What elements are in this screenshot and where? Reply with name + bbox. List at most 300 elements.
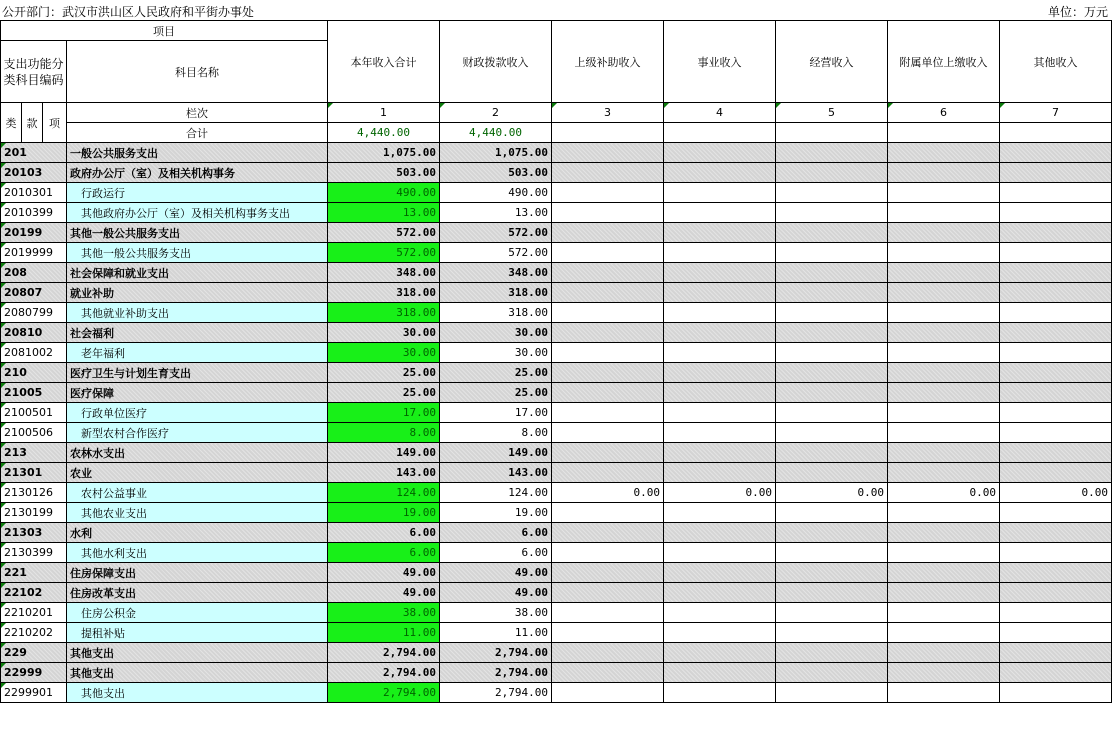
row-code[interactable]: 20199: [1, 223, 67, 243]
row-fiscal-income[interactable]: 13.00: [440, 203, 552, 223]
row-col-6[interactable]: [888, 283, 1000, 303]
row-total-income[interactable]: 8.00: [328, 423, 440, 443]
row-col-5[interactable]: [776, 263, 888, 283]
row-fiscal-income[interactable]: 2,794.00: [440, 683, 552, 703]
row-col-7[interactable]: [1000, 423, 1112, 443]
row-fiscal-income[interactable]: 19.00: [440, 503, 552, 523]
row-col-3[interactable]: [552, 543, 664, 563]
row-fiscal-income[interactable]: 318.00: [440, 303, 552, 323]
row-col-3[interactable]: [552, 503, 664, 523]
row-col-6[interactable]: [888, 263, 1000, 283]
table-row: [1, 523, 1112, 543]
col-header-total-income: 本年收入合计: [328, 21, 440, 103]
row-code[interactable]: 2081002: [1, 343, 67, 363]
row-name[interactable]: 农村公益事业: [67, 483, 328, 503]
row-col-3[interactable]: [552, 623, 664, 643]
row-code[interactable]: 2210201: [1, 603, 67, 623]
row-code[interactable]: 2010399: [1, 203, 67, 223]
row-col-6[interactable]: [888, 183, 1000, 203]
row-fiscal-income[interactable]: 25.00: [440, 363, 552, 383]
row-col-3[interactable]: 0.00: [552, 483, 664, 503]
row-col-6[interactable]: [888, 503, 1000, 523]
row-fiscal-income[interactable]: 348.00: [440, 263, 552, 283]
row-col-6[interactable]: 0.00: [888, 483, 1000, 503]
row-name[interactable]: 医疗卫生与计划生育支出: [67, 363, 328, 383]
row-col-4[interactable]: [664, 323, 776, 343]
row-col-5[interactable]: [776, 343, 888, 363]
row-code[interactable]: 2010301: [1, 183, 67, 203]
table-row: [1, 263, 1112, 283]
row-name[interactable]: 行政单位医疗: [67, 403, 328, 423]
row-col-7[interactable]: [1000, 583, 1112, 603]
row-col-4[interactable]: [664, 163, 776, 183]
row-col-3[interactable]: [552, 443, 664, 463]
table-row: [1, 603, 1112, 623]
row-col-4[interactable]: [664, 563, 776, 583]
row-col-7[interactable]: [1000, 503, 1112, 523]
total-c3[interactable]: [552, 123, 664, 143]
row-col-3[interactable]: [552, 243, 664, 263]
row-fiscal-income[interactable]: 25.00: [440, 383, 552, 403]
row-total-income[interactable]: 2,794.00: [328, 683, 440, 703]
row-col-3[interactable]: [552, 563, 664, 583]
row-col-4[interactable]: [664, 423, 776, 443]
row-fiscal-income[interactable]: 149.00: [440, 443, 552, 463]
row-col-5[interactable]: [776, 383, 888, 403]
row-col-4[interactable]: [664, 543, 776, 563]
col-number-2: 2: [440, 103, 552, 123]
row-total-income[interactable]: 318.00: [328, 283, 440, 303]
row-code[interactable]: 2019999: [1, 243, 67, 263]
table-row: [1, 463, 1112, 483]
row-name[interactable]: 住房改革支出: [67, 583, 328, 603]
row-col-6[interactable]: [888, 403, 1000, 423]
row-col-6[interactable]: [888, 583, 1000, 603]
row-col-5[interactable]: [776, 603, 888, 623]
total-row: [1, 123, 1112, 143]
row-name[interactable]: 其他支出: [67, 683, 328, 703]
row-col-3[interactable]: [552, 363, 664, 383]
row-col-4[interactable]: [664, 363, 776, 383]
row-code[interactable]: 201: [1, 143, 67, 163]
row-name[interactable]: 医疗保障: [67, 383, 328, 403]
row-col-4[interactable]: [664, 523, 776, 543]
row-col-3[interactable]: [552, 463, 664, 483]
total-c2[interactable]: 4,440.00: [440, 123, 552, 143]
row-col-3[interactable]: [552, 423, 664, 443]
row-col-6[interactable]: [888, 563, 1000, 583]
row-fiscal-income[interactable]: 572.00: [440, 243, 552, 263]
row-col-6[interactable]: [888, 683, 1000, 703]
row-col-4[interactable]: [664, 403, 776, 423]
row-col-4[interactable]: [664, 303, 776, 323]
row-code[interactable]: 2299901: [1, 683, 67, 703]
row-col-4[interactable]: [664, 583, 776, 603]
row-col-7[interactable]: [1000, 203, 1112, 223]
row-col-4[interactable]: [664, 603, 776, 623]
table-row: [1, 403, 1112, 423]
table-row: [1, 643, 1112, 663]
row-col-4[interactable]: [664, 203, 776, 223]
total-c7[interactable]: [1000, 123, 1112, 143]
row-col-5[interactable]: [776, 243, 888, 263]
row-total-income[interactable]: 30.00: [328, 343, 440, 363]
col-header-affiliate-income: 附属单位上缴收入: [888, 21, 1000, 103]
row-col-4[interactable]: [664, 243, 776, 263]
row-total-income[interactable]: 149.00: [328, 443, 440, 463]
row-col-7[interactable]: [1000, 323, 1112, 343]
row-total-income[interactable]: 124.00: [328, 483, 440, 503]
table-row: [1, 683, 1112, 703]
row-col-7[interactable]: [1000, 383, 1112, 403]
row-col-6[interactable]: [888, 223, 1000, 243]
row-col-3[interactable]: [552, 323, 664, 343]
row-col-4[interactable]: [664, 643, 776, 663]
row-code[interactable]: 229: [1, 643, 67, 663]
row-col-7[interactable]: [1000, 263, 1112, 283]
row-col-4[interactable]: [664, 283, 776, 303]
row-total-income[interactable]: 13.00: [328, 203, 440, 223]
row-col-7[interactable]: [1000, 163, 1112, 183]
row-code[interactable]: 20103: [1, 163, 67, 183]
row-col-7[interactable]: [1000, 543, 1112, 563]
row-code[interactable]: 2130199: [1, 503, 67, 523]
lanci-header: 栏次: [67, 103, 328, 123]
row-col-3[interactable]: [552, 603, 664, 623]
row-fiscal-income[interactable]: 49.00: [440, 583, 552, 603]
row-col-7[interactable]: [1000, 403, 1112, 423]
row-col-5[interactable]: [776, 363, 888, 383]
row-col-3[interactable]: [552, 523, 664, 543]
total-label: 合计: [67, 123, 328, 143]
row-col-6[interactable]: [888, 543, 1000, 563]
row-col-7[interactable]: [1000, 183, 1112, 203]
row-code[interactable]: 2210202: [1, 623, 67, 643]
row-fiscal-income[interactable]: 6.00: [440, 523, 552, 543]
row-fiscal-income[interactable]: 143.00: [440, 463, 552, 483]
row-col-6[interactable]: [888, 323, 1000, 343]
row-name[interactable]: 其他农业支出: [67, 503, 328, 523]
department-label: 公开部门：武汉市洪山区人民政府和平街办事处: [2, 5, 255, 19]
row-name[interactable]: 农林水支出: [67, 443, 328, 463]
row-name[interactable]: 社会保障和就业支出: [67, 263, 328, 283]
row-total-income[interactable]: 572.00: [328, 223, 440, 243]
row-col-5[interactable]: [776, 403, 888, 423]
table-row: [1, 583, 1112, 603]
row-name[interactable]: 一般公共服务支出: [67, 143, 328, 163]
row-col-7[interactable]: [1000, 223, 1112, 243]
col-number-4: 4: [664, 103, 776, 123]
row-col-7[interactable]: [1000, 603, 1112, 623]
row-total-income[interactable]: 6.00: [328, 543, 440, 563]
row-col-6[interactable]: [888, 243, 1000, 263]
row-col-4[interactable]: [664, 343, 776, 363]
table-row: [1, 203, 1112, 223]
report-header: [0, 0, 1112, 20]
col-number-1: 1: [328, 103, 440, 123]
row-col-7[interactable]: [1000, 463, 1112, 483]
row-col-7[interactable]: [1000, 343, 1112, 363]
row-code[interactable]: 221: [1, 563, 67, 583]
table-row: [1, 563, 1112, 583]
row-col-6[interactable]: [888, 163, 1000, 183]
row-name[interactable]: 社会福利: [67, 323, 328, 343]
row-col-4[interactable]: [664, 623, 776, 643]
row-name[interactable]: 住房公积金: [67, 603, 328, 623]
row-col-5[interactable]: [776, 303, 888, 323]
header-row-lanci: [1, 103, 1112, 123]
row-col-4[interactable]: [664, 143, 776, 163]
row-total-income[interactable]: 25.00: [328, 383, 440, 403]
row-col-3[interactable]: [552, 303, 664, 323]
row-col-5[interactable]: [776, 443, 888, 463]
item-header: 项目: [1, 21, 328, 41]
row-code[interactable]: 21303: [1, 523, 67, 543]
row-col-5[interactable]: [776, 143, 888, 163]
row-total-income[interactable]: 25.00: [328, 363, 440, 383]
row-name[interactable]: 住房保障支出: [67, 563, 328, 583]
row-col-5[interactable]: [776, 203, 888, 223]
row-code[interactable]: 21005: [1, 383, 67, 403]
row-total-income[interactable]: 503.00: [328, 163, 440, 183]
unit-label: 单位：万元: [1047, 5, 1108, 19]
col-header-fiscal-income: 财政拨款收入: [440, 21, 552, 103]
row-col-4[interactable]: [664, 223, 776, 243]
row-code[interactable]: 20807: [1, 283, 67, 303]
row-name[interactable]: 其他支出: [67, 663, 328, 683]
row-col-6[interactable]: [888, 423, 1000, 443]
row-total-income[interactable]: 6.00: [328, 523, 440, 543]
row-name[interactable]: 行政运行: [67, 183, 328, 203]
row-col-5[interactable]: [776, 223, 888, 243]
row-col-7[interactable]: [1000, 443, 1112, 463]
table-row: [1, 183, 1112, 203]
row-col-3[interactable]: [552, 643, 664, 663]
row-col-3[interactable]: [552, 583, 664, 603]
row-code[interactable]: 2100506: [1, 423, 67, 443]
row-col-4[interactable]: [664, 383, 776, 403]
row-col-6[interactable]: [888, 303, 1000, 323]
col-header-operating-income: 经营收入: [776, 21, 888, 103]
row-fiscal-income[interactable]: 503.00: [440, 163, 552, 183]
row-code[interactable]: 213: [1, 443, 67, 463]
row-col-5[interactable]: [776, 543, 888, 563]
row-fiscal-income[interactable]: 49.00: [440, 563, 552, 583]
row-col-4[interactable]: [664, 263, 776, 283]
row-col-6[interactable]: [888, 463, 1000, 483]
row-name[interactable]: 其他水利支出: [67, 543, 328, 563]
row-col-7[interactable]: [1000, 283, 1112, 303]
name-header: 科目名称: [67, 41, 328, 103]
row-col-5[interactable]: [776, 423, 888, 443]
row-col-7[interactable]: [1000, 663, 1112, 683]
row-total-income[interactable]: 1,075.00: [328, 143, 440, 163]
table-row: [1, 363, 1112, 383]
row-col-7[interactable]: [1000, 683, 1112, 703]
row-col-4[interactable]: [664, 663, 776, 683]
row-col-3[interactable]: [552, 683, 664, 703]
table-row: [1, 383, 1112, 403]
row-code[interactable]: 2100501: [1, 403, 67, 423]
row-col-5[interactable]: [776, 503, 888, 523]
row-name[interactable]: 其他一般公共服务支出: [67, 223, 328, 243]
kuan-header: 款: [22, 103, 43, 143]
table-row: [1, 323, 1112, 343]
table-row: [1, 163, 1112, 183]
row-code[interactable]: 2130126: [1, 483, 67, 503]
row-col-6[interactable]: [888, 603, 1000, 623]
row-total-income[interactable]: 38.00: [328, 603, 440, 623]
row-fiscal-income[interactable]: 2,794.00: [440, 663, 552, 683]
row-col-5[interactable]: [776, 623, 888, 643]
row-name[interactable]: 水利: [67, 523, 328, 543]
col-number-6: 6: [888, 103, 1000, 123]
row-col-7[interactable]: [1000, 643, 1112, 663]
row-name[interactable]: 老年福利: [67, 343, 328, 363]
row-col-7[interactable]: [1000, 563, 1112, 583]
row-fiscal-income[interactable]: 11.00: [440, 623, 552, 643]
total-c5[interactable]: [776, 123, 888, 143]
row-name[interactable]: 农业: [67, 463, 328, 483]
row-col-5[interactable]: [776, 463, 888, 483]
row-col-5[interactable]: [776, 183, 888, 203]
row-code[interactable]: 22999: [1, 663, 67, 683]
row-col-5[interactable]: [776, 663, 888, 683]
row-name[interactable]: 就业补助: [67, 283, 328, 303]
row-name[interactable]: 其他一般公共服务支出: [67, 243, 328, 263]
row-col-6[interactable]: [888, 643, 1000, 663]
row-total-income[interactable]: 19.00: [328, 503, 440, 523]
col-header-superior-subsidy: 上级补助收入: [552, 21, 664, 103]
row-col-3[interactable]: [552, 183, 664, 203]
row-name[interactable]: 提租补贴: [67, 623, 328, 643]
row-col-7[interactable]: 0.00: [1000, 483, 1112, 503]
total-c1[interactable]: 4,440.00: [328, 123, 440, 143]
row-total-income[interactable]: 49.00: [328, 583, 440, 603]
row-col-5[interactable]: [776, 163, 888, 183]
row-col-4[interactable]: [664, 683, 776, 703]
row-name[interactable]: 其他政府办公厅（室）及相关机构事务支出: [67, 203, 328, 223]
row-total-income[interactable]: 2,794.00: [328, 663, 440, 683]
row-col-6[interactable]: [888, 363, 1000, 383]
row-col-6[interactable]: [888, 383, 1000, 403]
row-col-7[interactable]: [1000, 523, 1112, 543]
row-total-income[interactable]: 348.00: [328, 263, 440, 283]
row-name[interactable]: 其他支出: [67, 643, 328, 663]
row-name[interactable]: 新型农村合作医疗: [67, 423, 328, 443]
row-col-5[interactable]: [776, 683, 888, 703]
row-col-6[interactable]: [888, 623, 1000, 643]
row-col-4[interactable]: [664, 463, 776, 483]
row-col-7[interactable]: [1000, 243, 1112, 263]
row-fiscal-income[interactable]: 318.00: [440, 283, 552, 303]
row-col-6[interactable]: [888, 203, 1000, 223]
row-total-income[interactable]: 143.00: [328, 463, 440, 483]
row-col-7[interactable]: [1000, 143, 1112, 163]
table-row: [1, 423, 1112, 443]
total-c6[interactable]: [888, 123, 1000, 143]
row-col-5[interactable]: [776, 523, 888, 543]
row-total-income[interactable]: 318.00: [328, 303, 440, 323]
row-name[interactable]: 政府办公厅（室）及相关机构事务: [67, 163, 328, 183]
row-col-3[interactable]: [552, 203, 664, 223]
row-fiscal-income[interactable]: 572.00: [440, 223, 552, 243]
lei-header: 类: [1, 103, 22, 143]
row-col-4[interactable]: 0.00: [664, 483, 776, 503]
row-code[interactable]: 210: [1, 363, 67, 383]
row-total-income[interactable]: 572.00: [328, 243, 440, 263]
row-fiscal-income[interactable]: 124.00: [440, 483, 552, 503]
row-fiscal-income[interactable]: 30.00: [440, 323, 552, 343]
row-total-income[interactable]: 2,794.00: [328, 643, 440, 663]
row-total-income[interactable]: 30.00: [328, 323, 440, 343]
row-col-3[interactable]: [552, 283, 664, 303]
row-col-5[interactable]: 0.00: [776, 483, 888, 503]
header-row-item: [1, 21, 1112, 41]
row-fiscal-income[interactable]: 8.00: [440, 423, 552, 443]
row-col-3[interactable]: [552, 223, 664, 243]
row-col-3[interactable]: [552, 403, 664, 423]
row-fiscal-income[interactable]: 30.00: [440, 343, 552, 363]
row-col-5[interactable]: [776, 583, 888, 603]
row-fiscal-income[interactable]: 17.00: [440, 403, 552, 423]
row-fiscal-income[interactable]: 2,794.00: [440, 643, 552, 663]
row-col-6[interactable]: [888, 523, 1000, 543]
row-col-3[interactable]: [552, 383, 664, 403]
col-number-3: 3: [552, 103, 664, 123]
row-col-6[interactable]: [888, 443, 1000, 463]
row-total-income[interactable]: 17.00: [328, 403, 440, 423]
row-col-3[interactable]: [552, 663, 664, 683]
row-total-income[interactable]: 11.00: [328, 623, 440, 643]
row-col-6[interactable]: [888, 343, 1000, 363]
row-col-5[interactable]: [776, 323, 888, 343]
row-col-4[interactable]: [664, 443, 776, 463]
row-code[interactable]: 2130399: [1, 543, 67, 563]
row-col-3[interactable]: [552, 343, 664, 363]
row-fiscal-income[interactable]: 490.00: [440, 183, 552, 203]
row-col-6[interactable]: [888, 663, 1000, 683]
row-total-income[interactable]: 49.00: [328, 563, 440, 583]
row-col-3[interactable]: [552, 263, 664, 283]
row-col-4[interactable]: [664, 503, 776, 523]
row-fiscal-income[interactable]: 1,075.00: [440, 143, 552, 163]
row-fiscal-income[interactable]: 6.00: [440, 543, 552, 563]
row-code[interactable]: 2080799: [1, 303, 67, 323]
row-col-4[interactable]: [664, 183, 776, 203]
row-code[interactable]: 22102: [1, 583, 67, 603]
table-row: [1, 443, 1112, 463]
row-col-7[interactable]: [1000, 623, 1112, 643]
row-col-7[interactable]: [1000, 363, 1112, 383]
table-row: [1, 303, 1112, 323]
row-col-7[interactable]: [1000, 303, 1112, 323]
row-col-5[interactable]: [776, 283, 888, 303]
row-col-5[interactable]: [776, 563, 888, 583]
row-col-3[interactable]: [552, 143, 664, 163]
row-col-6[interactable]: [888, 143, 1000, 163]
row-col-5[interactable]: [776, 643, 888, 663]
row-code[interactable]: 20810: [1, 323, 67, 343]
total-c4[interactable]: [664, 123, 776, 143]
row-total-income[interactable]: 490.00: [328, 183, 440, 203]
row-col-3[interactable]: [552, 163, 664, 183]
row-name[interactable]: 其他就业补助支出: [67, 303, 328, 323]
col-number-5: 5: [776, 103, 888, 123]
row-code[interactable]: 208: [1, 263, 67, 283]
row-fiscal-income[interactable]: 38.00: [440, 603, 552, 623]
row-code[interactable]: 21301: [1, 463, 67, 483]
